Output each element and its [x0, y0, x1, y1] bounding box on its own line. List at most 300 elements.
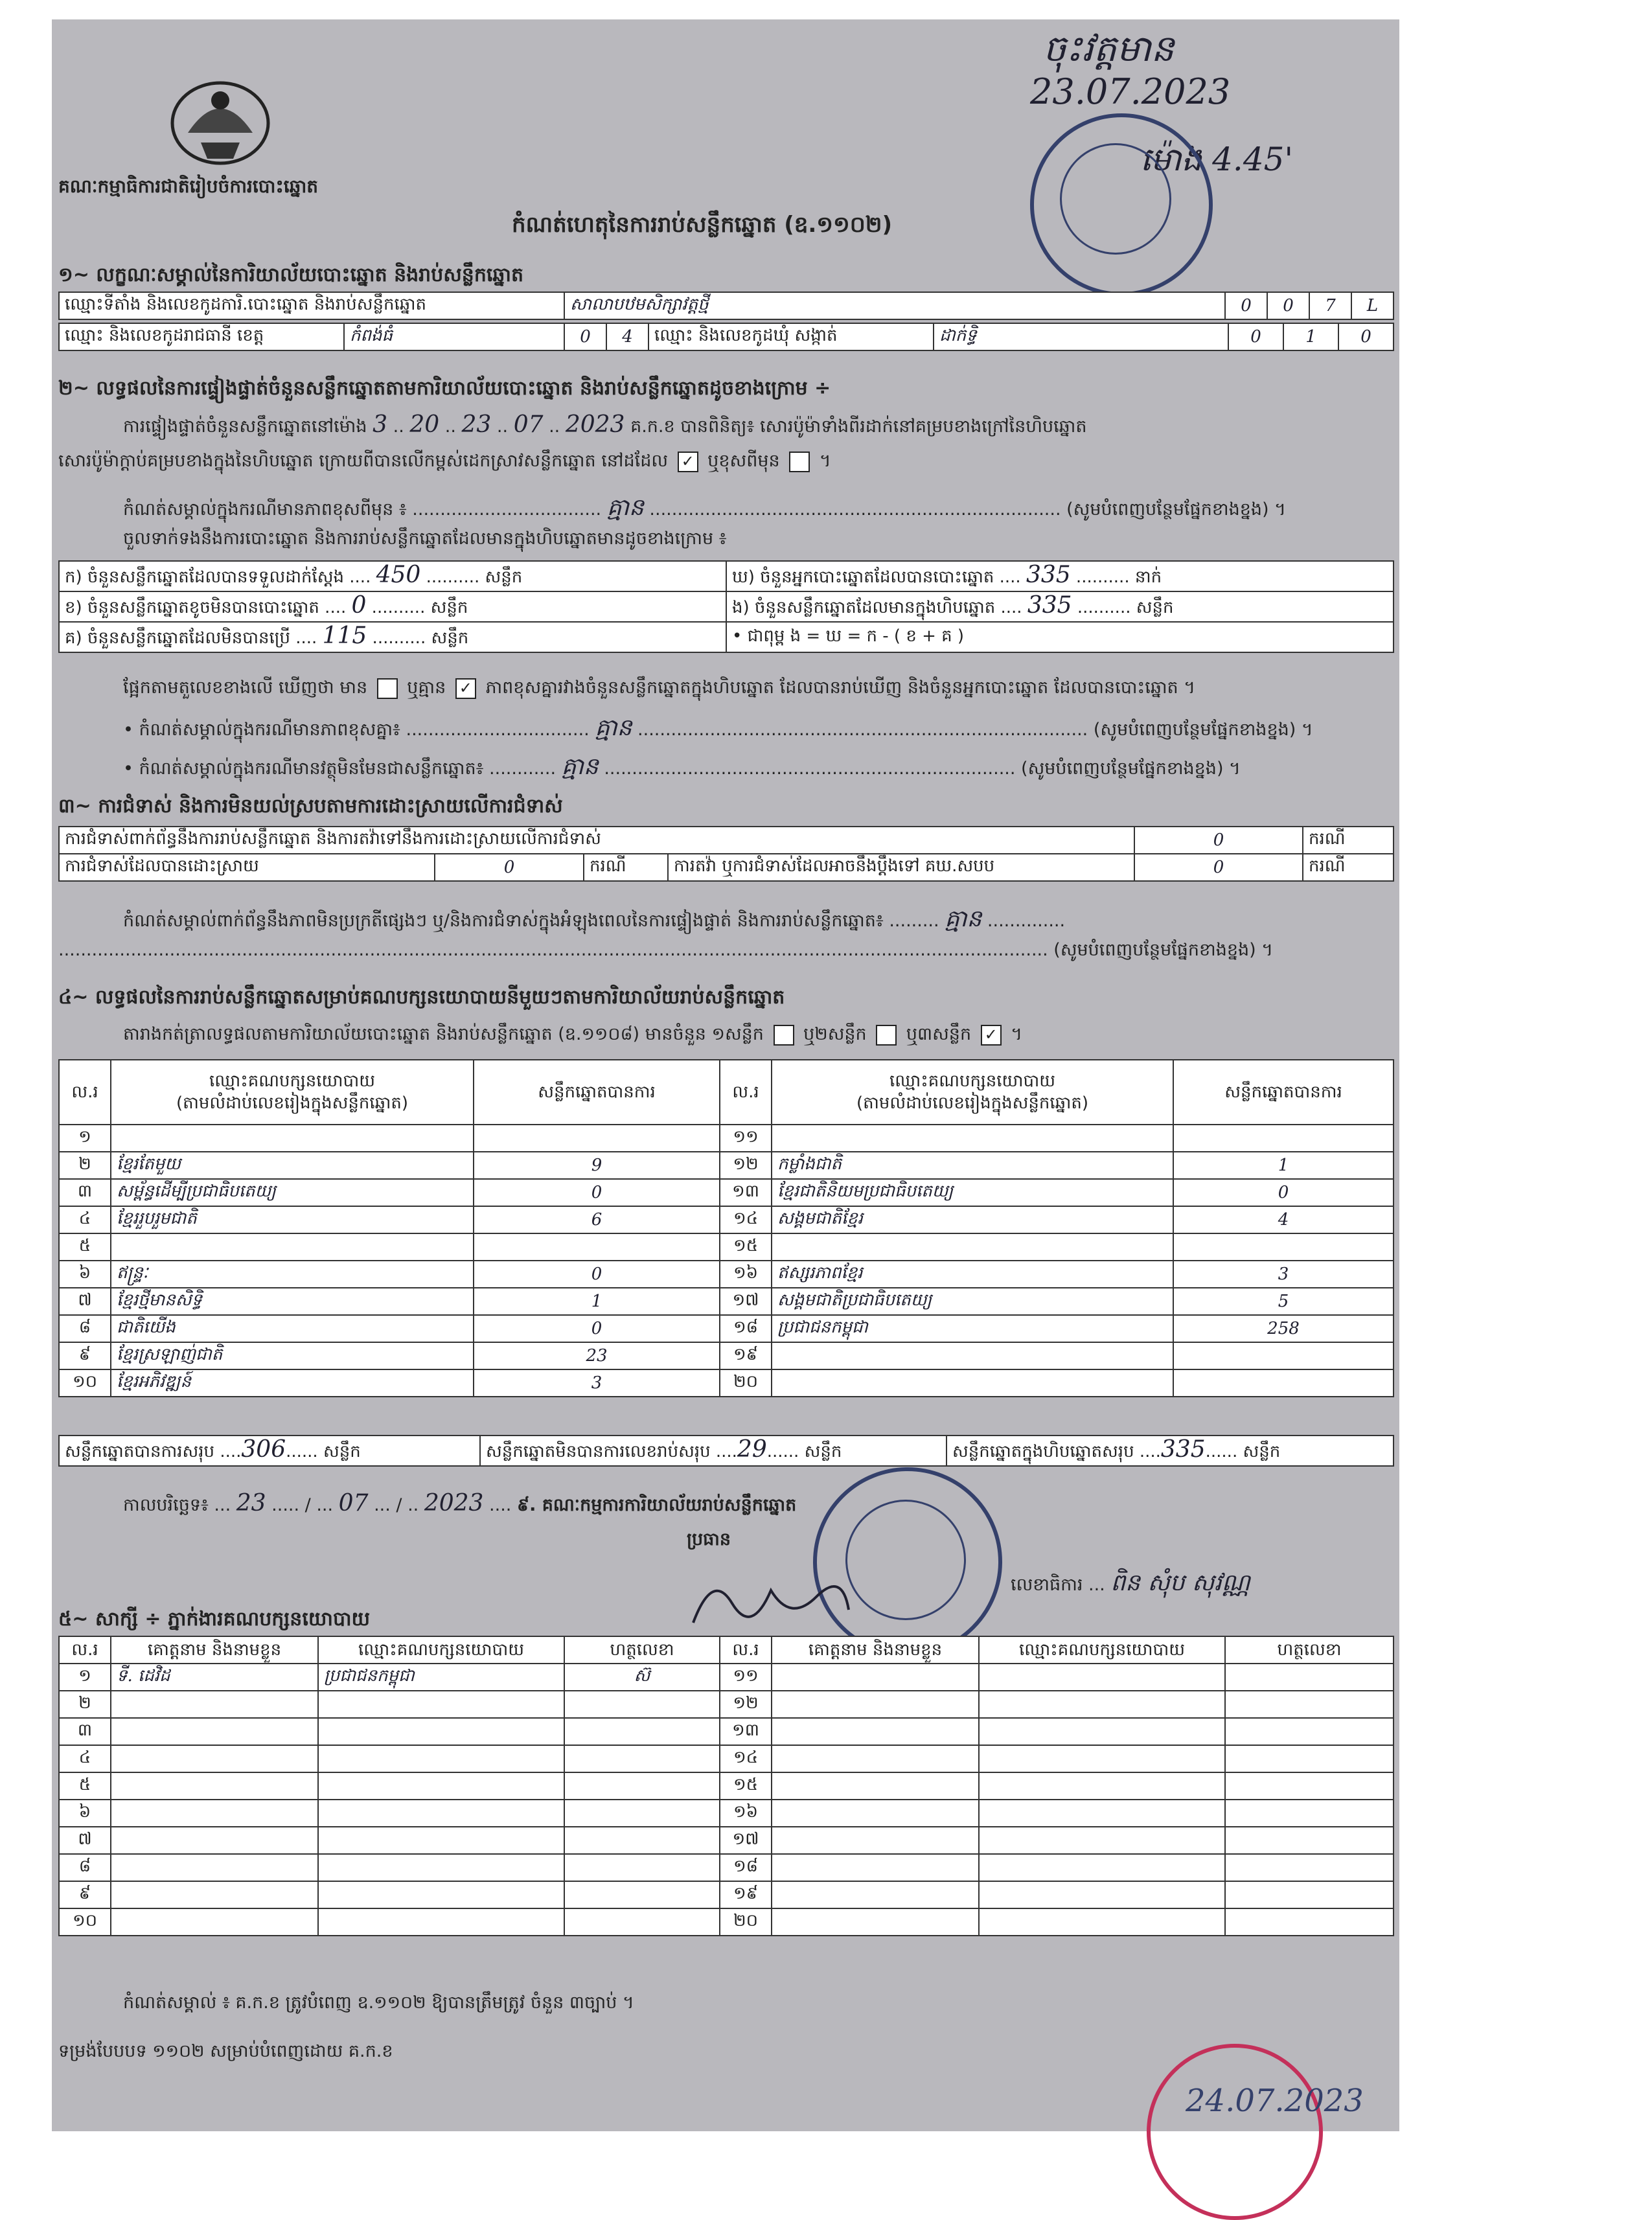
row-ka-value: 450 [376, 562, 421, 588]
witness-row [59, 1881, 1394, 1908]
secretary-label: លេខាធិការ [1011, 1575, 1083, 1595]
station-code-digit: L [1351, 292, 1394, 319]
party-row [59, 1342, 1394, 1369]
one-sheet-checkbox[interactable] [774, 1025, 794, 1046]
official-seal-bottom [1147, 2044, 1323, 2220]
irregularity-note-line: កំណត់សម្គាល់ពាក់ព័ន្ធនឹងភាពមិនប្រក្រតីផ្សេងៗ ឬ/និងការជំទាស់ក្នុងអំឡុងពេលនៃការផ្ទៀងផ្ទាត់ និងការរាប់សន្លឹកឆ្នោត៖ ......... គ្មាន .............. [123, 906, 1066, 932]
fill-hint: (សូមបំពេញបន្ថែមផ្នែកខាងខ្នង) ។ [1066, 499, 1286, 520]
party-row [59, 1206, 1394, 1233]
witness-name [111, 1800, 318, 1827]
party-votes: 0 [474, 1315, 720, 1342]
witness-row [59, 1772, 1394, 1800]
party-name [772, 1369, 1173, 1397]
witness-row-no: ១៣ [720, 1718, 772, 1745]
section1-table-row2 [58, 323, 1394, 351]
witness-row [59, 1827, 1394, 1854]
party-row-no: ១០ [59, 1369, 111, 1397]
corner-note-line1: ចុះវត្តមាន [1043, 28, 1175, 70]
row-gho-value: 335 [1026, 562, 1071, 588]
witness-col-no: ល.រ [59, 1636, 111, 1664]
witness-signature [564, 1908, 720, 1936]
witness-name [772, 1718, 979, 1745]
chair-signature-icon [687, 1564, 855, 1636]
party-name: ឥន្ទ្រៈ [111, 1261, 474, 1288]
witness-name [772, 1908, 979, 1936]
station-code-digit: 0 [1267, 292, 1309, 319]
party-row-no: ៦ [59, 1261, 111, 1288]
party-row-no: ១៣ [720, 1179, 772, 1206]
party-row-no: ១ [59, 1125, 111, 1152]
witness-row-no: ៨ [59, 1854, 111, 1881]
witness-note: កំណត់សម្គាល់ ៖ គ.ក.ខ ត្រូវបំពេញ ឧ.១១០២ ឱ្យបានត្រឹមត្រូវ ចំនួន ៣ច្បាប់ ។ [123, 1993, 634, 2013]
party-row-no: ៧ [59, 1288, 111, 1315]
witness-row-no: ១ [59, 1664, 111, 1691]
witness-row-no: ៣ [59, 1718, 111, 1745]
discrepancy-line [123, 677, 1195, 702]
witness-name [772, 1800, 979, 1827]
sheet-count-a: តារាងកត់ត្រាលទ្ធផលតាមការិយាល័យបោះឆ្នោត និងរាប់សន្លឹកឆ្នោត (ឧ.១១០៨) មានចំនួន ១សន្លឹក [123, 1024, 764, 1044]
witness-name [772, 1745, 979, 1772]
totals-table: សន្លឹកឆ្នោតបានការសរុប ....306...... សន្លឹក សន្លឹកឆ្នោតមិនបានការលេខរាប់សរុប ....29...... សន្លឹក សន្លឹកឆ្នោតក្នុងហិបឆ្នោតសរុប ....335...... សន្លឹក [58, 1435, 1394, 1467]
witness-name [111, 1908, 318, 1936]
witness-row-no: ២ [59, 1691, 111, 1718]
party-name: សម្ព័ន្ធដើម្បីប្រជាធិបតេយ្យ [111, 1179, 474, 1206]
unit-ballot: សន្លឹក [1243, 1442, 1281, 1461]
party-name: កម្លាំងជាតិ [772, 1152, 1173, 1179]
witness-signature [1225, 1691, 1394, 1718]
witness-row [59, 1854, 1394, 1881]
witness-col-name: គោត្តនាម និងនាមខ្លួន [111, 1636, 318, 1664]
commune-code-digit: 0 [1338, 323, 1394, 350]
verification-month: 07 [513, 411, 544, 438]
difference-note-value: គ្មាន [606, 494, 644, 521]
witness-signature [1225, 1827, 1394, 1854]
witness-row-no: ១៩ [720, 1881, 772, 1908]
witness-signature [564, 1827, 720, 1854]
witness-row-no: ៩ [59, 1881, 111, 1908]
section3-heading: ៣~ ការជំទាស់ និងការមិនយល់ស្របតាមការដោះស្រាយលើការជំទាស់ [58, 795, 563, 818]
irregularity-note-line2: .................................................................................................................................................................................. (សូមបំពេញបន្ថែមផ្នែកខាងខ្នង) ។ [58, 940, 1274, 960]
verification-line1: ការផ្ទៀងផ្ទាត់ចំនួនសន្លឹកឆ្នោតនៅម៉ោង 3 .. 20 .. 23 .. 07 .. 2023 គ.ក.ខ បានពិនិត្យ៖ សោរប៉ូម៉ាទាំងពីរដាក់នៅគម្របខាងក្រៅនៃហិបឆ្នោត [123, 411, 1087, 438]
witness-signature [1225, 1854, 1394, 1881]
section1-heading: ១~ លក្ខណៈសម្គាល់នៃការិយាល័យបោះឆ្នោត និងរាប់សន្លឹកឆ្នោត [58, 264, 524, 286]
party-row-no: ១៥ [720, 1233, 772, 1261]
form-footer: ទម្រង់បែបបទ ១១០២ សម្រាប់បំពេញដោយ គ.ក.ខ [58, 2041, 393, 2061]
witness-party [979, 1745, 1225, 1772]
party-row-no: ១៨ [720, 1315, 772, 1342]
objection-count-value: 0 [1134, 827, 1303, 854]
witness-row-no: ១៦ [720, 1800, 772, 1827]
party-row-no: ៤ [59, 1206, 111, 1233]
witness-name: ទី. ដេវិដ [111, 1664, 318, 1691]
party-name [111, 1125, 474, 1152]
date-month: 07 [338, 1490, 369, 1516]
witness-row [59, 1908, 1394, 1936]
party-row [59, 1261, 1394, 1288]
witness-row-no: ១៥ [720, 1772, 772, 1800]
official-seal-committee-inner [845, 1500, 966, 1620]
total-valid-value: 306 [241, 1436, 286, 1463]
party-name: ខ្មែរតែមួយ [111, 1152, 474, 1179]
witness-party [318, 1854, 564, 1881]
party-votes: 1 [474, 1288, 720, 1315]
witness-party [318, 1718, 564, 1745]
section2-heading: ២~ លទ្ធផលនៃការផ្ទៀងផ្ទាត់ចំនួនសន្លឹកឆ្នោតតាមការិយាល័យបោះឆ្នោត និងរាប់សន្លឹកឆ្នោតដូចខាងក្រោម ÷ [58, 377, 831, 400]
witness-signature [564, 1718, 720, 1745]
witness-party: ប្រជាជនកម្ពុជា [318, 1664, 564, 1691]
total-box-value: 335 [1160, 1436, 1206, 1463]
party-name: ខ្មែរថ្មីមានសិទ្ធិ [111, 1288, 474, 1315]
witness-signature [564, 1772, 720, 1800]
bullet1-value: គ្មាន [595, 715, 632, 741]
witness-party [979, 1854, 1225, 1881]
witness-party [979, 1691, 1225, 1718]
witness-row-no: ៦ [59, 1800, 111, 1827]
total-invalid-label: សន្លឹកឆ្នោតមិនបានការលេខរាប់សរុប [486, 1442, 711, 1461]
commune-code-digit: 1 [1283, 323, 1338, 350]
party-name [111, 1233, 474, 1261]
witness-party [979, 1800, 1225, 1827]
sheet-count-line: តារាងកត់ត្រាលទ្ធផលតាមការិយាល័យបោះឆ្នោត និងរាប់សន្លឹកឆ្នោត (ឧ.១១០៨) មានចំនួន ១សន្លឹក ឬ២សន្លឹក ឬ៣សន្លឹក ✓ ។ [123, 1024, 1023, 1044]
verification-day: 23 [461, 411, 492, 438]
sheet-count-b: ឬ២សន្លឹក [803, 1024, 867, 1044]
col-votes-header: សន្លឹកឆ្នោតបានការ [1173, 1060, 1394, 1125]
row-ngo-value: 335 [1027, 592, 1072, 619]
section5-heading: ៥~ សាក្សី ÷ ភ្នាក់ងារគណបក្សនយោបាយ [58, 1608, 371, 1631]
station-code-digit: 0 [1225, 292, 1267, 319]
witness-name [111, 1745, 318, 1772]
party-name: ខ្មែរស្រឡាញ់ជាតិ [111, 1342, 474, 1369]
witness-name [111, 1691, 318, 1718]
fill-hint: (សូមបំពេញបន្ថែមផ្នែកខាងខ្នង) ។ [1093, 720, 1313, 740]
party-name [772, 1342, 1173, 1369]
witness-name [772, 1664, 979, 1691]
row-kha-label: ខ) ចំនួនសន្លឹកឆ្នោតខូចមិនបានបោះឆ្នោត [65, 598, 319, 617]
party-votes: 0 [474, 1261, 720, 1288]
witness-party [979, 1908, 1225, 1936]
witness-party [318, 1772, 564, 1800]
party-row [59, 1233, 1394, 1261]
different-checkbox[interactable] [789, 452, 810, 472]
party-votes [474, 1233, 720, 1261]
witness-name [772, 1881, 979, 1908]
witness-signature [564, 1854, 720, 1881]
section4-heading: ៤~ លទ្ធផលនៃការរាប់សន្លឹកឆ្នោតសម្រាប់គណបក្សនយោបាយនីមួយៗតាមការិយាល័យរាប់សន្លឹកឆ្នោត [58, 986, 785, 1009]
party-votes: 1 [1173, 1152, 1394, 1179]
party-row-no: ១៩ [720, 1342, 772, 1369]
province-label: ឈ្មោះ និងលេខកូដរាជធានី ខេត្ត [59, 323, 344, 350]
has-discrepancy-checkbox[interactable] [377, 678, 398, 699]
unit-case: ករណី [1303, 827, 1394, 854]
commune-value: ដាក់ទ្ធិ [934, 323, 1228, 350]
party-votes: 3 [1173, 1261, 1394, 1288]
witness-row [59, 1800, 1394, 1827]
witness-col-party: ឈ្មោះគណបក្សនយោបាយ [318, 1636, 564, 1664]
fill-hint: (សូមបំពេញបន្ថែមផ្នែកខាងខ្នង) ។ [1053, 940, 1274, 960]
row-gho-label: ឃ) ចំនួនអ្នកបោះឆ្នោតដែលបានបោះឆ្នោត [732, 567, 994, 587]
party-row [59, 1315, 1394, 1342]
unit-case: ករណី [1303, 854, 1394, 881]
witness-signature [564, 1881, 720, 1908]
party-row-no: ៨ [59, 1315, 111, 1342]
witness-party [318, 1881, 564, 1908]
party-votes [1173, 1125, 1394, 1152]
table-intro: ចួលទាក់ទងនឹងការបោះឆ្នោត និងការរាប់សន្លឹកឆ្នោតដែលមានក្នុងហិបឆ្នោតមានដូចខាងក្រោម ៖ [123, 529, 727, 549]
witness-table [58, 1636, 1394, 1936]
resolved-label: ការជំទាស់ដែលបានដោះស្រាយ [59, 854, 435, 881]
party-votes: 3 [474, 1369, 720, 1397]
party-votes [474, 1125, 720, 1152]
witness-name [772, 1772, 979, 1800]
two-sheet-checkbox[interactable] [876, 1025, 897, 1046]
nec-emblem-icon [162, 71, 279, 168]
same-checkbox[interactable]: ✓ [678, 452, 698, 472]
party-votes: 0 [474, 1179, 720, 1206]
party-row [59, 1125, 1394, 1152]
bullet2-line: • កំណត់សម្គាល់ក្នុងករណីមានវត្ថុមិនមែនជាសន្លឹកឆ្នោត៖ ............ គ្មាន .......................................................................... (សូមបំពេញបន្ថែមផ្នែកខាងខ្នង) ។ [123, 753, 1241, 780]
witness-name [111, 1881, 318, 1908]
corner-note-date: 23.07.2023 [1030, 71, 1231, 112]
secretary-name: ពិន សុំប សុវណ្ណ [1110, 1570, 1250, 1596]
unit-ballot: សន្លឹក [431, 628, 469, 648]
witness-signature [1225, 1908, 1394, 1936]
col-votes-header: សន្លឹកឆ្នោតបានការ [474, 1060, 720, 1125]
row-ngo-label: ង) ចំនួនសន្លឹកឆ្នោតដែលមានក្នុងហិបឆ្នោត [732, 598, 996, 617]
commune-label: ឈ្មោះ និងលេខកូដឃុំ សង្កាត់ [648, 323, 934, 350]
col-no-header: ល.រ [720, 1060, 772, 1125]
witness-row [59, 1718, 1394, 1745]
three-sheet-checkbox[interactable]: ✓ [981, 1025, 1002, 1046]
party-votes [1173, 1233, 1394, 1261]
unit-ballot: សន្លឹក [804, 1442, 842, 1461]
witness-row [59, 1664, 1394, 1691]
total-valid-label: សន្លឹកឆ្នោតបានការសរុប [65, 1442, 215, 1461]
objection-count-label: ការជំទាស់ពាក់ព័ន្ធនឹងការរាប់សន្លឹកឆ្នោត និងការតវ៉ាទៅនឹងការដោះស្រាយលើការជំទាស់ [59, 827, 1134, 854]
unit-ballot: សន្លឹក [430, 598, 468, 617]
party-name [772, 1125, 1173, 1152]
province-code-digit: 0 [564, 323, 606, 350]
witness-row [59, 1691, 1394, 1718]
witness-party [318, 1827, 564, 1854]
date-day: 23 [236, 1490, 266, 1516]
irregularity-note-value: គ្មាន [945, 906, 982, 932]
witness-signature [1225, 1718, 1394, 1745]
party-name: ឥស្សរភាពខ្មែរ [772, 1261, 1173, 1288]
unit-ballot: សន្លឹក [323, 1442, 361, 1461]
difference-note-line: កំណត់សម្គាល់ក្នុងករណីមានភាពខុសពីមុន ៖ .................................. គ្មាន .......................................................................... (សូមបំពេញបន្ថែមផ្នែកខាងខ្នង) ។ [123, 494, 1286, 521]
bullet1-line: • កំណត់សម្គាល់ក្នុងករណីមានភាពខុសគ្នា៖ ................................. គ្មាន ................................................................................. (សូមបំពេញបន្ថែមផ្នែកខាងខ្នង) ។ [123, 715, 1313, 741]
row-ko-value: 115 [322, 623, 367, 649]
party-name: សង្គមជាតិខ្មែរ [772, 1206, 1173, 1233]
verification-minute: 20 [409, 411, 440, 438]
fill-hint: (សូមបំពេញបន្ថែមផ្នែកខាងខ្នង) ។ [1021, 759, 1241, 779]
ballot-count-table: ក) ចំនួនសន្លឹកឆ្នោតដែលបានទទួលដាក់ស្ដែង .... 450 .......... សន្លឹក ឃ) ចំនួនអ្នកបោះឆ្នោតដែលបានបោះឆ្នោត .... 335 .......... នាក់ ខ) ចំនួនសន្លឹកឆ្នោតខូចមិនបានបោះឆ្នោត .... 0 .......... សន្លឹក ង) ចំនួនសន្លឹកឆ្នោតដែលមានក្នុងហិបឆ្នោត .... 335 .......... សន្លឹក គ) ចំនួនសន្លឹកឆ្នោតដែលមិនបានប្រើ .... 115 .......... សន្លឹក • ជាពុម្ព ង = ឃ = ក - ( ខ + គ ) [58, 560, 1394, 653]
witness-row-no: ២០ [720, 1908, 772, 1936]
witness-signature [1225, 1881, 1394, 1908]
witness-signature [1225, 1800, 1394, 1827]
discrepancy-a: ផ្អែកតាមតួលេខខាងលើ ឃើញថា មាន [123, 678, 368, 698]
unit-person: នាក់ [1134, 567, 1162, 587]
party-row-no: ២ [59, 1152, 111, 1179]
party-name: ជាតិយើង [111, 1315, 474, 1342]
province-value: កំពង់ធំ [344, 323, 564, 350]
witness-row-no: ៧ [59, 1827, 111, 1854]
bullet2-value: គ្មាន [561, 753, 599, 780]
province-code-digit: 4 [606, 323, 648, 350]
party-row-no: ៥ [59, 1233, 111, 1261]
objections-table [58, 826, 1394, 882]
party-row [59, 1369, 1394, 1397]
unit-ballot: សន្លឹក [1136, 598, 1174, 617]
witness-row-no: ១៤ [720, 1745, 772, 1772]
witness-signature [564, 1800, 720, 1827]
witness-party [979, 1827, 1225, 1854]
unit-case: ករណី [584, 854, 668, 881]
verification-intro: ការផ្ទៀងផ្ទាត់ចំនួនសន្លឹកឆ្នោតនៅម៉ោង [123, 417, 367, 437]
party-votes: 9 [474, 1152, 720, 1179]
party-row [59, 1152, 1394, 1179]
party-row-no: ១១ [720, 1125, 772, 1152]
station-code-digit: 7 [1309, 292, 1351, 319]
party-votes: 4 [1173, 1206, 1394, 1233]
witness-row-no: ៥ [59, 1772, 111, 1800]
witness-party [318, 1745, 564, 1772]
total-invalid-value: 29 [737, 1436, 767, 1463]
formula: • ជាពុម្ព ង = ឃ = ក - ( ខ + គ ) [726, 622, 1394, 652]
party-results-table [58, 1059, 1394, 1397]
section1-table [58, 292, 1394, 320]
witness-row-no: ១៨ [720, 1854, 772, 1881]
witness-name [111, 1854, 318, 1881]
witness-row-no: ១១ [720, 1664, 772, 1691]
witness-signature [564, 1745, 720, 1772]
witness-name [772, 1827, 979, 1854]
commune-code-digit: 0 [1228, 323, 1283, 350]
witness-row-no: ១០ [59, 1908, 111, 1936]
station-name-label: ឈ្មោះទីតាំង និងលេខកូដការិ.បោះឆ្នោត និងរាប់សន្លឹកឆ្នោត [59, 292, 564, 319]
committee-label: ៩. គណៈកម្មការការិយាល័យរាប់សន្លឹកឆ្នោត [516, 1495, 797, 1515]
witness-col-sign: ហត្ថលេខា [1225, 1636, 1394, 1664]
col-no-header: ល.រ [59, 1060, 111, 1125]
party-row [59, 1179, 1394, 1206]
verification-text2: សោរប៉ូម៉ាក្ដាប់គម្របខាងក្នុងនៃហិបឆ្នោត ក្រោយពីបានលើកម្ពស់ដេកស្រាវសន្លឹកឆ្នោត នៅដដែល [58, 451, 669, 471]
row-ko-label: គ) ចំនួនសន្លឹកឆ្នោតដែលមិនបានប្រើ [65, 628, 290, 648]
party-votes: 258 [1173, 1315, 1394, 1342]
chair-label: ប្រធាន [687, 1529, 731, 1550]
witness-signature [1225, 1664, 1394, 1691]
resolved-value: 0 [435, 854, 584, 881]
discrepancy-c: ភាពខុសគ្នារវាងចំនួនសន្លឹកឆ្នោតក្នុងហិបឆ្នោត ដែលបានរាប់ឃើញ និងចំនួនអ្នកបោះឆ្នោត ដែលបានបោះឆ្នោត ។ [485, 678, 1196, 698]
party-name: ខ្មែរជាតិនិយមប្រជាធិបតេយ្យ [772, 1179, 1173, 1206]
difference-note-label: កំណត់សម្គាល់ក្នុងករណីមានភាពខុសពីមុន ៖ [123, 499, 407, 520]
col-party-header: ឈ្មោះគណបក្សនយោបាយ (តាមលំដាប់លេខរៀងក្នុងសន្លឹកឆ្នោត) [111, 1060, 474, 1125]
station-name-value: សាលាបឋមសិក្សាវត្តថ្មី [564, 292, 1225, 319]
witness-party [318, 1691, 564, 1718]
witness-name [772, 1691, 979, 1718]
appeal-label: ការតវ៉ា ឬការជំទាស់ដែលអាចនឹងប្ដឹងទៅ គឃ.សបប [668, 854, 1134, 881]
secretary-line: លេខាធិការ ... ពិន សុំប សុវណ្ណ [1011, 1570, 1250, 1596]
witness-row [59, 1745, 1394, 1772]
bullet1-label: • កំណត់សម្គាល់ក្នុងករណីមានភាពខុសគ្នា៖ [123, 720, 400, 740]
party-votes: 23 [474, 1342, 720, 1369]
witness-row-no: ៤ [59, 1745, 111, 1772]
witness-signature [564, 1691, 720, 1718]
party-name: ខ្មែររួបរួមជាតិ [111, 1206, 474, 1233]
party-row-no: ១៧ [720, 1288, 772, 1315]
sheet-count-c: ឬ៣សន្លឹក [906, 1024, 972, 1044]
unit-ballot: សន្លឹក [485, 567, 523, 587]
verification-hour: 3 [373, 411, 388, 438]
witness-row-no: ១៧ [720, 1827, 772, 1854]
verification-text: គ.ក.ខ បានពិនិត្យ៖ សោរប៉ូម៉ាទាំងពីរដាក់នៅគម្របខាងក្រៅនៃហិបឆ្នោត [630, 417, 1087, 437]
verification-text3: ឬខុសពីមុន [707, 451, 780, 471]
verification-line2: សោរប៉ូម៉ាក្ដាប់គម្របខាងក្នុងនៃហិបឆ្នោត ក្រោយពីបានលើកម្ពស់ដេកស្រាវសន្លឹកឆ្នោត នៅដដែល ✓ ឬខុសពីមុន ។ [58, 451, 831, 471]
party-votes: 0 [1173, 1179, 1394, 1206]
witness-name [772, 1854, 979, 1881]
witness-party [979, 1772, 1225, 1800]
witness-name [111, 1718, 318, 1745]
witness-signature [1225, 1772, 1394, 1800]
form-title: កំណត់ហេតុនៃការរាប់សន្លឹកឆ្នោត (ឧ.១១០២) [512, 212, 893, 238]
witness-party [318, 1908, 564, 1936]
witness-party [979, 1718, 1225, 1745]
discrepancy-b: ឬគ្មាន [407, 678, 446, 698]
party-row-no: ១២ [720, 1152, 772, 1179]
bottom-handwritten-date: 24.07.2023 [1186, 2083, 1364, 2119]
appeal-value: 0 [1134, 854, 1303, 881]
party-votes: 6 [474, 1206, 720, 1233]
witness-name [111, 1827, 318, 1854]
party-votes [1173, 1342, 1394, 1369]
date-line: កាលបរិច្ឆេទ៖ ... 23 ..... / ... 07 ... / .. 2023 .... ៩. គណៈកម្មការការិយាល័យរាប់សន្លឹកឆ្នោត [123, 1490, 797, 1516]
party-name: ប្រជាជនកម្ពុជា [772, 1315, 1173, 1342]
witness-row-no: ១២ [720, 1691, 772, 1718]
date-label: កាលបរិច្ឆេទ៖ [123, 1495, 209, 1515]
total-box-label: សន្លឹកឆ្នោតក្នុងហិបឆ្នោតសរុប [952, 1442, 1134, 1461]
row-kha-value: 0 [351, 592, 367, 619]
party-row-no: ១៤ [720, 1206, 772, 1233]
org-name: គណៈកម្មាធិការជាតិរៀបចំការបោះឆ្នោត [58, 176, 319, 197]
party-name: ខ្មែរអភិវឌ្ឍន៍ [111, 1369, 474, 1397]
date-year: 2023 [424, 1490, 484, 1516]
witness-party [318, 1800, 564, 1827]
witness-col-party: ឈ្មោះគណបក្សនយោបាយ [979, 1636, 1225, 1664]
party-name: សង្គមជាតិប្រជាធិបតេយ្យ [772, 1288, 1173, 1315]
party-votes [1173, 1369, 1394, 1397]
witness-party [979, 1881, 1225, 1908]
party-row-no: ១៦ [720, 1261, 772, 1288]
official-seal-top-inner [1060, 143, 1171, 255]
witness-signature [1225, 1745, 1394, 1772]
party-row-no: ៩ [59, 1342, 111, 1369]
party-row [59, 1288, 1394, 1315]
witness-party [979, 1664, 1225, 1691]
witness-signature: ស៊ [564, 1664, 720, 1691]
row-ka-label: ក) ចំនួនសន្លឹកឆ្នោតដែលបានទទួលដាក់ស្ដែង [65, 567, 345, 587]
col-party-header: ឈ្មោះគណបក្សនយោបាយ (តាមលំដាប់លេខរៀងក្នុងសន្លឹកឆ្នោត) [772, 1060, 1173, 1125]
party-row-no: ៣ [59, 1179, 111, 1206]
witness-col-sign: ហត្ថលេខា [564, 1636, 720, 1664]
bullet2-label: • កំណត់សម្គាល់ក្នុងករណីមានវត្ថុមិនមែនជាសន្លឹកឆ្នោត៖ [123, 759, 484, 779]
witness-name [111, 1772, 318, 1800]
verification-year: 2023 [565, 411, 625, 438]
party-name [772, 1233, 1173, 1261]
corner-note-time: ម៉ោង 4.45' [1140, 141, 1294, 178]
witness-col-name: គោត្តនាម និងនាមខ្លួន [772, 1636, 979, 1664]
party-votes: 5 [1173, 1288, 1394, 1315]
no-discrepancy-checkbox[interactable]: ✓ [455, 678, 476, 699]
party-row-no: ២០ [720, 1369, 772, 1397]
